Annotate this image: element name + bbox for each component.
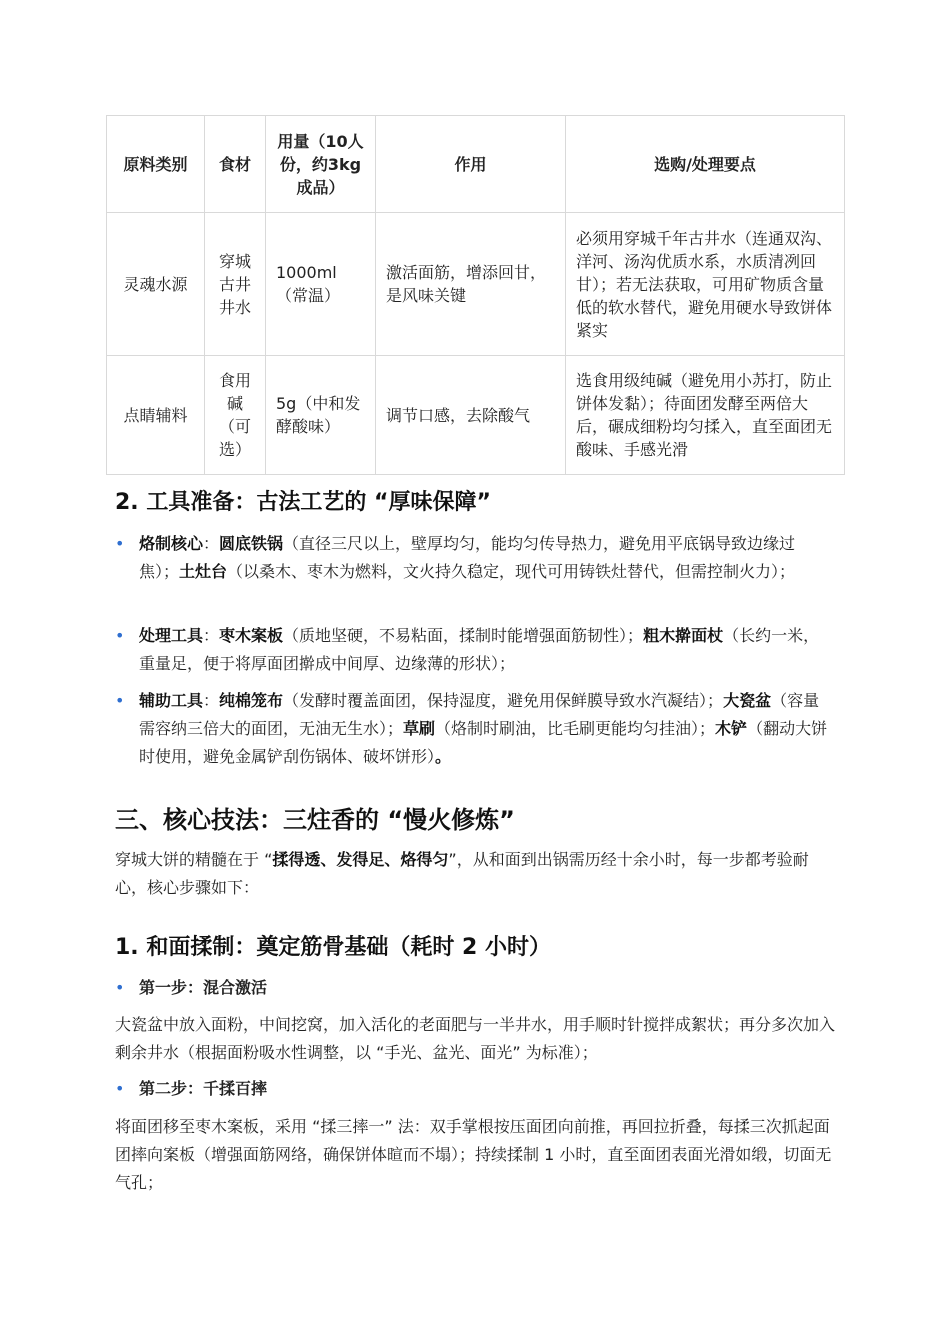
- bullet-icon: •: [115, 534, 125, 553]
- bullet-icon: •: [115, 626, 125, 645]
- table-cell-role: 激活面筋，增添回甘，是风味关键: [376, 213, 566, 356]
- table-cell-category: 点睛辅料: [107, 356, 205, 475]
- table-row: [107, 213, 845, 356]
- table-cell-notes: 选食用级纯碱（避免用小苏打，防止饼体发黏）；待面团发酵至两倍大后，碾成细粉均匀揉入，直至面团无酸味、手感光滑: [566, 356, 845, 475]
- tool-desc: （烙制时刷油，比毛刷更能均匀挂油）；: [435, 719, 716, 738]
- table-cell-amount: 5g（中和发酵酸味）: [266, 356, 376, 475]
- bullet-icon: •: [115, 691, 125, 710]
- tool-desc: （发酵时覆盖面团，保持湿度，避免用保鲜膜导致水汽凝结）；: [283, 691, 724, 710]
- tool-desc: （长约一米，重量足，便于将厚面团擀成中间厚、边缘薄的形状）；: [139, 626, 820, 673]
- tools-item-processing: • 处理工具：枣木案板（质地坚硬，不易粘面，揉制时能增强面筋韧性）；粗木擀面杖（长约一米，重量足，便于将厚面团擀成中间厚、边缘薄的形状）；: [115, 622, 830, 678]
- table-header-cell: 食材: [205, 116, 266, 213]
- table-header-cell: 选购/处理要点: [566, 116, 845, 213]
- step2-text: 将面团移至枣木案板，采用 “揉三摔一” 法：双手掌根按压面团向前推，再回拉折叠，每揉三次抓起面团摔向案板（增强面筋网络，确保饼体暄而不塌）；持续揉制 1 小时，直至面团表面光滑如缎，切面无气孔；: [115, 1117, 832, 1192]
- step2-title: [115, 1077, 267, 1101]
- table-header-row: [107, 116, 845, 213]
- table-cell-role: 调节口感，去除酸气: [376, 356, 566, 475]
- table-header-cell: 用量（10人份，约3kg成品）: [266, 116, 376, 213]
- step1-text: 大瓷盆中放入面粉，中间挖窝，加入活化的老面肥与一半井水，用手顺时针搅拌成絮状；再分多次加入剩余井水（根据面粉吸水性调整，以 “手光、盆光、面光” 为标准）；: [115, 1015, 836, 1062]
- table-cell-ingredient: 食用碱（可选）: [205, 356, 266, 475]
- tools-heading: 2. 工具准备：古法工艺的 “厚味保障”: [115, 490, 491, 515]
- tool-desc: （质地坚硬，不易粘面，揉制时能增强面筋韧性）；: [283, 626, 644, 645]
- tool-name: 枣木案板: [219, 626, 284, 645]
- tool-name: 圆底铁锅: [219, 534, 284, 553]
- step1-title: [115, 976, 267, 1000]
- tool-name: 粗木擀面杖: [643, 626, 724, 645]
- tools-item-label: 辅助工具: [139, 691, 204, 710]
- section3-intro: [115, 846, 835, 902]
- table-cell-notes: 必须用穿城千年古井水（连通双沟、洋河、汤沟优质水系，水质清冽回甘）；若无法获取，可用矿物质含量低的软水替代，避免用硬水导致饼体紧实: [566, 213, 845, 356]
- table-header-cell: 原料类别: [107, 116, 205, 213]
- intro-text: ”，从和面到出锅需历经十余小时，每一步都考验耐心，核心步骤如下：: [115, 850, 809, 897]
- tools-item-label: 烙制核心: [139, 534, 204, 553]
- table-cell-category: 灵魂水源: [107, 213, 205, 356]
- tool-desc: （直径三尺以上，壁厚均匀，能均匀传导热力，避免用平底锅导致边缘过焦）；: [139, 534, 796, 581]
- table-cell-amount: 1000ml（常温）: [266, 213, 376, 356]
- intro-bold: 揉得透、发得足、烙得匀: [272, 850, 449, 869]
- tool-name: 大瓷盆: [723, 691, 772, 710]
- tool-desc: （翻动大饼时使用，避免金属铲刮伤锅体、破坏饼形）: [139, 719, 828, 766]
- table-row: [107, 356, 845, 475]
- tool-desc: （以桑木、枣木为燃料，文火持久稳定，现代可用铸铁灶替代，但需控制火力）；: [227, 562, 796, 581]
- tools-item-auxiliary: • 辅助工具：纯棉笼布（发酵时覆盖面团，保持湿度，避免用保鲜膜导致水汽凝结）；大瓷盆（容量需容纳三倍大的面团，无油无生水）；草刷（烙制时刷油，比毛刷更能均匀挂油）；木铲（翻动大饼时使用，避免金属铲刮伤锅体、破坏饼形）。: [115, 687, 830, 771]
- step-title-text: 第一步：混合激活: [139, 978, 268, 997]
- bullet-icon: •: [115, 978, 125, 997]
- ingredients-table: [106, 115, 845, 475]
- kneading-heading: 1. 和面揉制：奠定筋骨基础（耗时 2 小时）: [115, 935, 551, 960]
- tool-name: 草刷: [403, 719, 436, 738]
- table-cell-ingredient: 穿城古井井水: [205, 213, 266, 356]
- intro-text: 穿城大饼的精髓在于 “: [115, 850, 273, 869]
- step-title-text: 第二步：千揉百摔: [139, 1079, 268, 1098]
- tool-name: 木铲: [715, 719, 748, 738]
- section3-heading: 三、核心技法：三炷香的 “慢火修炼”: [115, 806, 515, 834]
- tool-name: 土灶台: [179, 562, 228, 581]
- tools-item-end: 。: [435, 747, 452, 766]
- bullet-icon: •: [115, 1079, 125, 1098]
- tool-name: 纯棉笼布: [219, 691, 284, 710]
- table-header-cell: 作用: [376, 116, 566, 213]
- tools-item-core: • 烙制核心：圆底铁锅（直径三尺以上，壁厚均匀，能均匀传导热力，避免用平底锅导致边缘过焦）；土灶台（以桑木、枣木为燃料，文火持久稳定，现代可用铸铁灶替代，但需控制火力）；: [115, 530, 830, 586]
- tools-item-label: 处理工具: [139, 626, 204, 645]
- tool-desc: （容量需容纳三倍大的面团，无油无生水）；: [139, 691, 820, 738]
